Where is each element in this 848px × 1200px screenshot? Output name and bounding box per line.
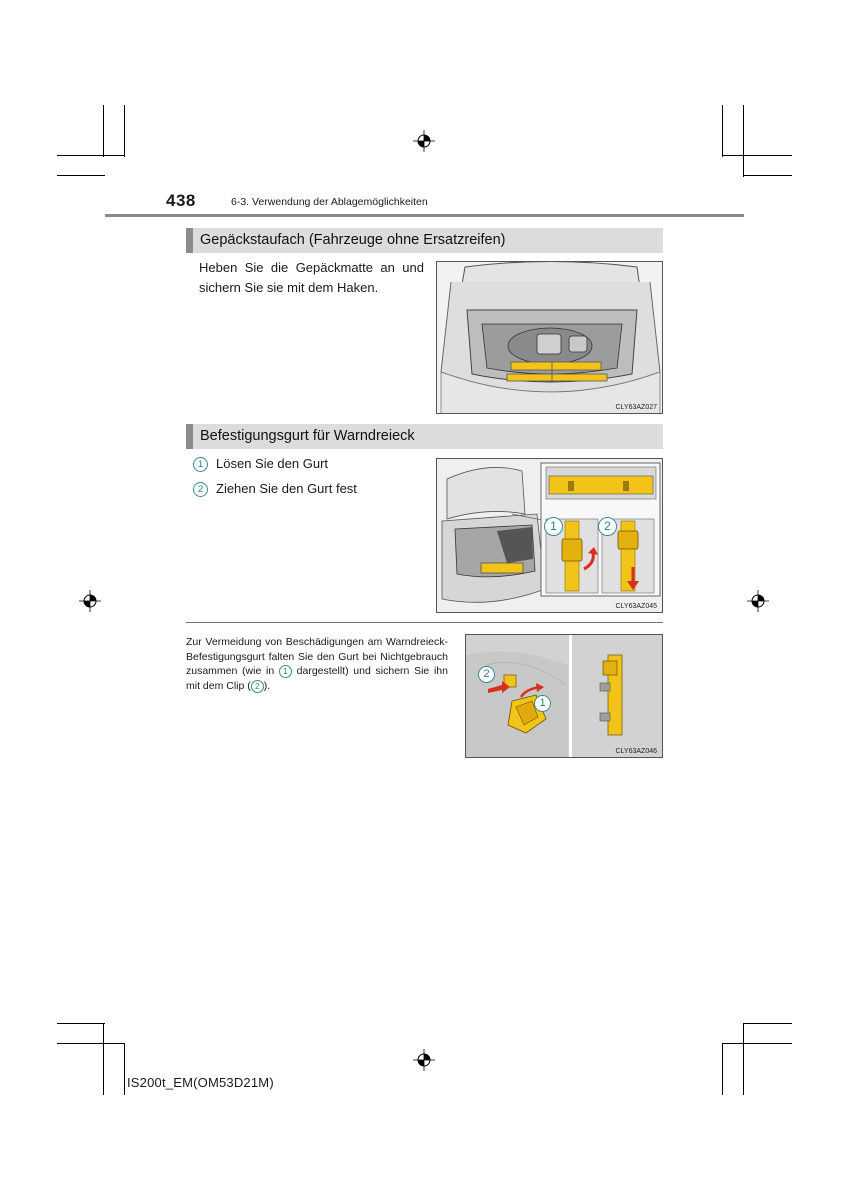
strap-illustration bbox=[436, 458, 663, 613]
crop-mark bbox=[57, 1043, 125, 1044]
note-rule bbox=[186, 622, 663, 623]
note-paragraph bbox=[186, 635, 448, 693]
figure-marker-1: 1 bbox=[534, 695, 551, 712]
crop-mark bbox=[103, 105, 104, 157]
figure-code: CLY63AZ027 bbox=[615, 404, 657, 411]
note-text: ). bbox=[263, 679, 271, 692]
note-marker: 1 bbox=[279, 665, 292, 678]
step-item bbox=[193, 480, 357, 498]
header-rule bbox=[105, 214, 744, 217]
chapter-title: 6-3. Verwendung der Ablagemöglichkeiten bbox=[231, 196, 428, 208]
crop-mark bbox=[743, 105, 744, 177]
step-text: Lösen Sie den Gurt bbox=[216, 456, 329, 471]
registration-mark-icon bbox=[79, 590, 101, 612]
step-item bbox=[193, 455, 328, 473]
registration-mark-icon bbox=[413, 130, 435, 152]
crop-mark bbox=[722, 155, 792, 156]
crop-mark bbox=[57, 175, 105, 176]
crop-mark bbox=[124, 1043, 125, 1095]
note-text: Zur Vermeidung von Beschädigungen am Warndreieck-Befestigungsgurt falten Sie den Gurt bei Nichtgebrauch zusammen (wie in bbox=[186, 636, 448, 677]
crop-mark bbox=[743, 1023, 792, 1024]
crop-mark bbox=[722, 1043, 723, 1095]
crop-mark bbox=[743, 175, 792, 176]
step-marker: 1 bbox=[193, 457, 208, 472]
figure-code: CLY63AZ045 bbox=[615, 603, 657, 610]
note-text: dargestellt) und sichern Sie ihn mit dem Clip ( bbox=[186, 665, 448, 692]
crop-mark bbox=[722, 1043, 792, 1044]
crop-mark bbox=[103, 1023, 104, 1095]
document-code: IS200t_EM(OM53D21M) bbox=[127, 1075, 274, 1090]
registration-mark-icon bbox=[413, 1049, 435, 1071]
figure-marker-2: 2 bbox=[598, 517, 617, 536]
figure-code: CLY63AZ046 bbox=[615, 748, 657, 755]
section-heading-warning-triangle-strap: Befestigungsgurt für Warndreieck bbox=[186, 424, 663, 449]
crop-mark bbox=[124, 105, 125, 157]
crop-mark bbox=[57, 155, 125, 156]
step-marker: 2 bbox=[193, 482, 208, 497]
page-number: 438 bbox=[166, 191, 196, 210]
crop-mark bbox=[722, 105, 723, 157]
step-text: Ziehen Sie den Gurt fest bbox=[216, 481, 357, 496]
section-heading-luggage: Gepäckstaufach (Fahrzeuge ohne Ersatzreifen) bbox=[186, 228, 663, 253]
note-marker: 2 bbox=[251, 680, 264, 693]
crop-mark bbox=[57, 1023, 105, 1024]
section-text-luggage: Heben Sie die Gepäckmatte an und sichern Sie sie mit dem Haken. bbox=[199, 260, 424, 295]
figure-marker-1: 1 bbox=[544, 517, 563, 536]
figure-marker-2: 2 bbox=[478, 666, 495, 683]
clip-illustration bbox=[465, 634, 663, 758]
registration-mark-icon bbox=[747, 590, 769, 612]
trunk-illustration bbox=[436, 261, 663, 414]
crop-mark bbox=[743, 1023, 744, 1095]
